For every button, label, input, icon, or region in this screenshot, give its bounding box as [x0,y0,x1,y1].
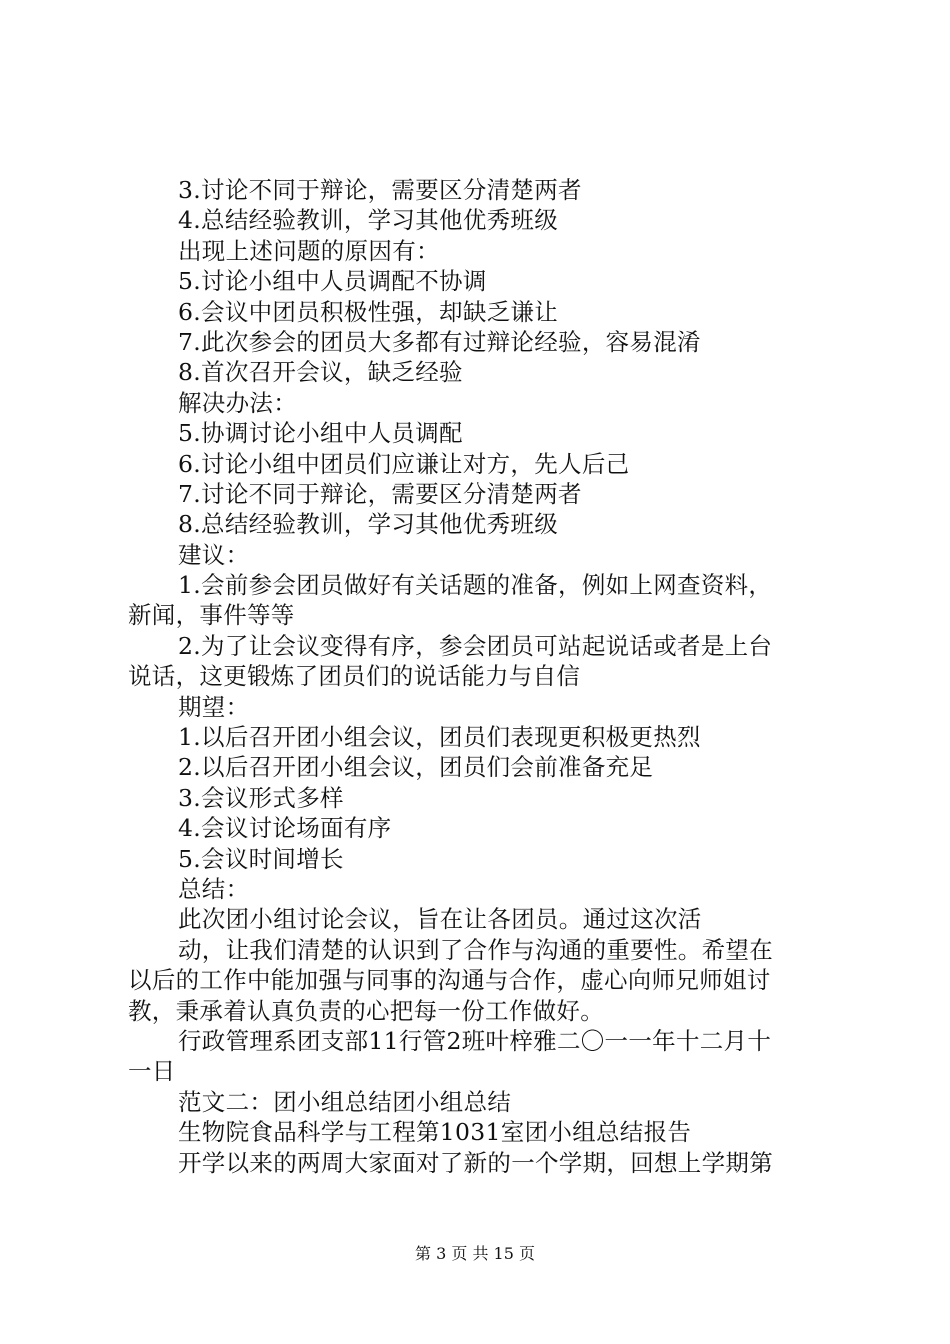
paragraph-line: 以后的工作中能加强与同事的沟通与合作，虚心向师兄师姐讨 [128,966,771,995]
section-heading: 解决办法： [178,388,297,417]
list-item: 1.会前参会团员做好有关话题的准备，例如上网查资料， [178,571,773,600]
list-item: 4.会议讨论场面有序 [178,814,392,843]
list-item: 5.会议时间增长 [178,844,344,873]
list-item: 5.讨论小组中人员调配不协调 [178,267,487,296]
list-item: 2.为了让会议变得有序，参会团员可站起说话或者是上台 [178,631,773,660]
document-body [128,175,836,1178]
list-item: 1.以后召开团小组会议，团员们表现更积极更热烈 [178,723,701,752]
paragraph-line: 动，让我们清楚的认识到了合作与沟通的重要性。希望在 [178,935,773,964]
section-heading: 建议： [178,540,250,569]
list-item: 4.总结经验教训，学习其他优秀班级 [178,206,559,235]
paragraph-line: 此次团小组讨论会议，旨在让各团员。通过这次活 [178,905,702,934]
section-heading: 出现上述问题的原因有： [178,236,440,265]
list-item: 5.协调讨论小组中人员调配 [178,419,463,448]
list-item: 6.讨论小组中团员们应谦让对方，先人后己 [178,449,630,478]
section-heading: 期望： [178,692,250,721]
list-item: 7.讨论不同于辩论，需要区分清楚两者 [178,479,582,508]
list-item: 3.讨论不同于辩论，需要区分清楚两者 [178,176,582,204]
paragraph-line: 开学以来的两周大家面对了新的一个学期，回想上学期第 [178,1148,773,1177]
signature-line: 行政管理系团支部11行管2班叶梓雅二〇一一年十二月十 [178,1026,772,1055]
section-title: 范文二：团小组总结团小组总结 [178,1087,512,1116]
list-item: 3.会议形式多样 [178,783,344,812]
list-item: 2.以后召开团小组会议，团员们会前准备充足 [178,753,654,782]
list-item: 6.会议中团员积极性强，却缺乏谦让 [178,297,559,326]
signature-line: 一日 [128,1057,176,1086]
list-item: 7.此次参会的团员大多都有过辩论经验，容易混淆 [178,327,701,356]
page-number-footer: 第 3 页 共 15 页 [415,1244,535,1263]
list-item: 8.首次召开会议，缺乏经验 [178,358,463,387]
report-title: 生物院食品科学与工程第1031室团小组总结报告 [178,1118,692,1147]
list-item: 8.总结经验教训，学习其他优秀班级 [178,510,559,539]
paragraph-line: 教，秉承着认真负责的心把每一份工作做好。 [128,996,604,1025]
section-heading: 总结： [178,874,250,903]
list-item-continuation: 说话，这更锻炼了团员们的说话能力与自信 [128,662,581,691]
list-item-continuation: 新闻，事件等等 [128,601,295,630]
